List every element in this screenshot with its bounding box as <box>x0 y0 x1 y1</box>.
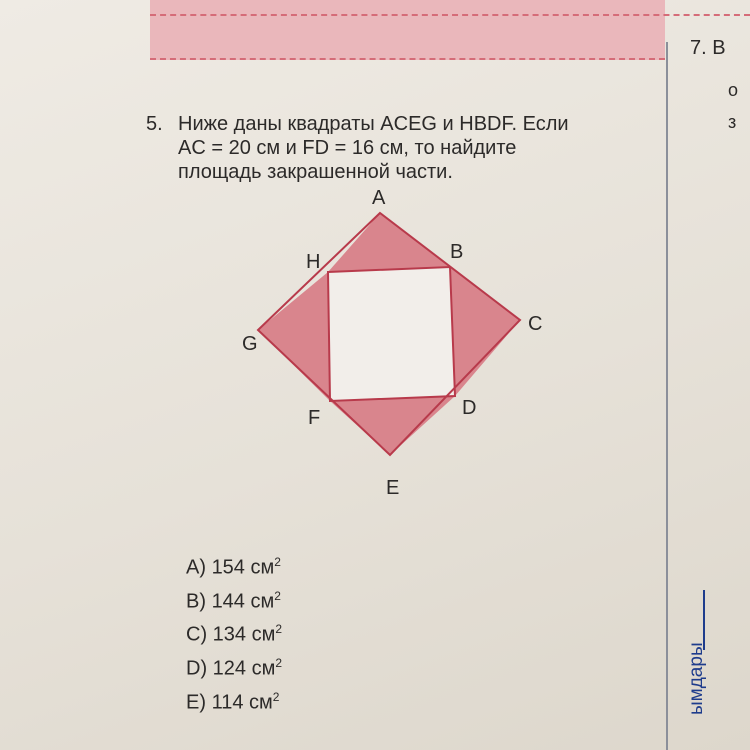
label-c: C <box>528 313 543 335</box>
answer-option-a[interactable] <box>186 548 282 582</box>
answer-option-b[interactable] <box>186 582 282 616</box>
side-label: ымдары <box>686 642 707 715</box>
answer-letter: A) <box>186 556 206 579</box>
answer-value: 114 см <box>211 691 273 714</box>
next-question-column <box>690 36 739 132</box>
label-f: F <box>308 407 321 429</box>
answer-value: 154 см <box>211 556 275 579</box>
label-b: B <box>450 241 464 263</box>
label-h: H <box>306 251 321 273</box>
unit-exponent: 2 <box>274 555 281 569</box>
side-rule <box>703 590 705 650</box>
squares-diagram <box>200 180 580 510</box>
shaded-region-bottom <box>330 396 455 455</box>
answer-option-d[interactable] <box>186 649 282 683</box>
question-number: 5. <box>146 113 163 135</box>
answer-letter: E) <box>186 691 206 714</box>
label-e: E <box>386 477 400 499</box>
question-line-1: Ниже даны квадраты ACEG и HBDF. Если <box>178 113 569 135</box>
next-question-line-2: о <box>728 80 739 100</box>
unit-exponent: 2 <box>275 655 283 670</box>
unit-exponent: 2 <box>272 689 280 704</box>
question-line-2: AC = 20 см и FD = 16 см, то найдите <box>178 137 517 159</box>
next-question-first-letter: В <box>712 37 726 59</box>
answer-option-e[interactable] <box>186 683 282 717</box>
header-dashed-border <box>150 0 750 16</box>
question-line-3: площадь закрашенной части. <box>178 161 453 183</box>
answer-letter: C) <box>186 623 208 646</box>
shaded-region-left <box>258 272 330 401</box>
next-question-line-3: з <box>728 112 737 132</box>
label-a: A <box>372 187 386 209</box>
answer-options <box>186 548 282 716</box>
column-divider <box>666 42 668 750</box>
answer-letter: B) <box>186 590 206 613</box>
answer-value: 134 см <box>212 623 276 646</box>
inner-square-hbdf <box>328 267 455 401</box>
answer-value: 124 см <box>212 657 276 680</box>
answer-value: 144 см <box>211 590 275 613</box>
label-g: G <box>242 333 258 355</box>
unit-exponent: 2 <box>274 588 281 603</box>
shaded-region-top <box>328 213 450 272</box>
next-question-number: 7. <box>690 37 707 59</box>
label-d: D <box>462 397 477 419</box>
answer-letter: D) <box>186 657 208 680</box>
answer-option-c[interactable] <box>186 615 282 649</box>
unit-exponent: 2 <box>275 622 283 637</box>
